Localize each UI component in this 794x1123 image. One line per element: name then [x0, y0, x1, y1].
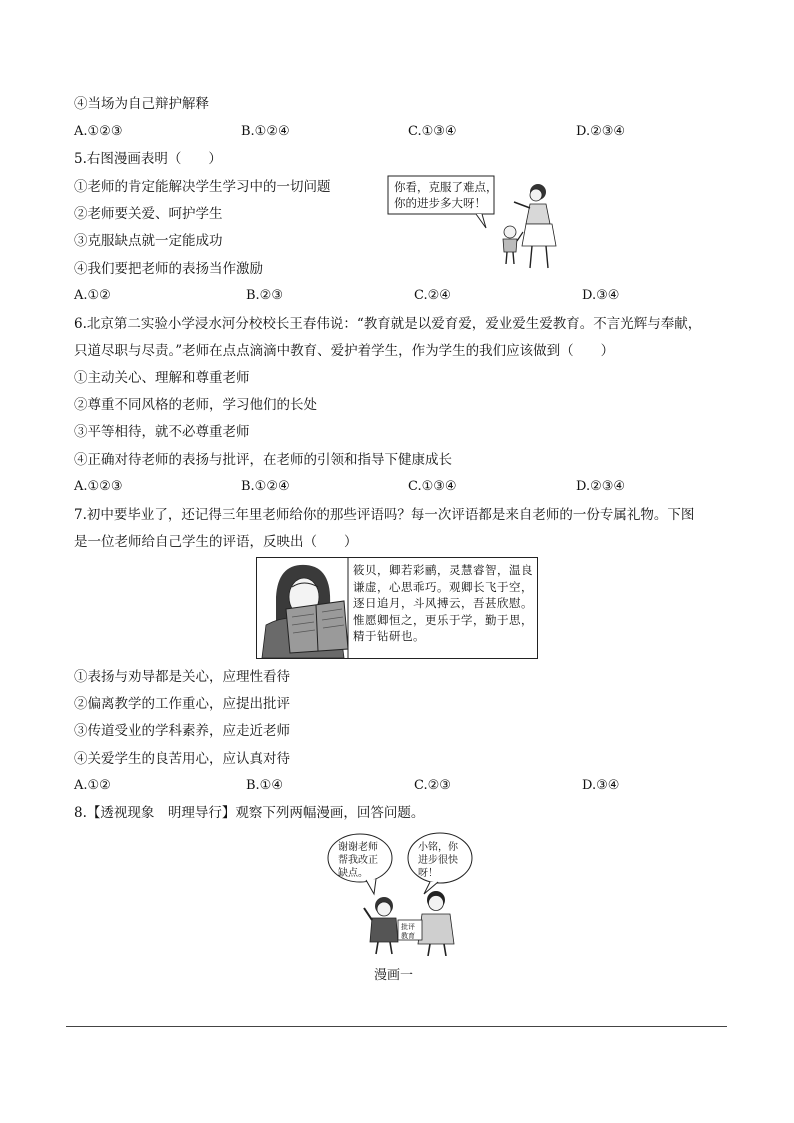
- q7-stem-line2: 是一位老师给自己学生的评语，反映出（ ）: [74, 534, 358, 550]
- q7-item-1: ①表扬与劝导都是关心，应理性看待: [74, 669, 290, 685]
- q6-item-3: ③平等相待，就不必尊重老师: [74, 424, 250, 440]
- q7-option-c: C.②③: [414, 778, 451, 793]
- q5-item-2: ②老师要关爱、呵护学生: [74, 206, 223, 222]
- q5-option-a: A.①②: [74, 288, 111, 303]
- q7-item-2: ②偏离教学的工作重心，应提出批评: [74, 696, 290, 712]
- q5-bubble-line2: 你的进步多大呀！: [394, 196, 486, 210]
- q8-right-bubble-2: 进步很快: [418, 855, 458, 866]
- q5-item-4: ④我们要把老师的表扬当作激励: [74, 261, 263, 277]
- q5-option-c: C.②④: [414, 288, 451, 303]
- q6-option-c: C.①③④: [408, 479, 457, 494]
- option-b: B.①②④: [241, 124, 290, 139]
- q8-cartoon-one-illustration: [326, 832, 476, 956]
- q5-cartoon-illustration: [386, 172, 566, 274]
- q7-teacher-comment: 筱贝，卿若彩鹂，灵慧睿智，温良谦虚，心思乖巧。观卿长飞于空，逐日追月，斗风搏云，吾甚欣慰。惟愿卿恒之，更乐于学，勤于思，精于钻研也。: [353, 563, 533, 643]
- q8-book-label-1: 批评: [401, 923, 415, 931]
- q6-stem-line1: 6.北京第二实验小学浸水河分校校长王春伟说：“教育就是以爱育爱，爱业爱生爱教育。不言光辉与奉献，: [74, 316, 702, 332]
- q7-stem-line1: 7.初中要毕业了，还记得三年里老师给你的那些评语吗？每一次评语都是来自老师的一份专属礼物。下图: [74, 507, 695, 523]
- q7-option-d: D.③④: [582, 778, 620, 793]
- q8-left-bubble-2: 帮我改正: [338, 855, 378, 866]
- q6-option-b: B.①②④: [241, 479, 290, 494]
- option-c: C.①③④: [408, 124, 457, 139]
- option-d: D.②③④: [576, 124, 626, 139]
- q6-item-1: ①主动关心、理解和尊重老师: [74, 370, 250, 386]
- q6-option-d: D.②③④: [576, 479, 626, 494]
- q8-cartoon-caption: 漫画一: [374, 968, 414, 983]
- q6-option-a: A.①②③: [74, 479, 123, 494]
- q8-stem: 8.【透视现象 明理导行】观察下列两幅漫画，回答问题。: [74, 805, 425, 821]
- item-4-defend: ④当场为自己辩护解释: [74, 96, 209, 112]
- q5-stem: 5.右图漫画表明（ ）: [74, 151, 222, 167]
- q6-item-2: ②尊重不同风格的老师，学习他们的长处: [74, 397, 317, 413]
- q8-left-bubble-1: 谢谢老师: [338, 842, 378, 853]
- footer-divider: [66, 1026, 727, 1027]
- q5-option-d: D.③④: [582, 288, 620, 303]
- q8-left-bubble-3: 缺点。: [338, 868, 368, 879]
- q5-option-b: B.②③: [246, 288, 283, 303]
- q8-book-label-2: 教育: [401, 932, 415, 940]
- option-a: A.①②③: [74, 124, 123, 139]
- q7-item-4: ④关爱学生的良苦用心，应认真对待: [74, 751, 290, 767]
- q7-item-3: ③传道受业的学科素养，应走近老师: [74, 723, 290, 739]
- q8-right-bubble-3: 呀！: [418, 868, 438, 879]
- q5-bubble-line1: 你看，克服了难点，: [394, 180, 498, 194]
- q5-item-1: ①老师的肯定能解决学生学习中的一切问题: [74, 179, 331, 195]
- q6-item-4: ④正确对待老师的表扬与批评，在老师的引领和指导下健康成长: [74, 452, 452, 468]
- q8-right-bubble-1: 小铭，你: [418, 842, 458, 853]
- q6-stem-line2: 只道尽职与尽责。”老师在点点滴滴中教育、爱护着学生，作为学生的我们应该做到（ ）: [74, 343, 615, 359]
- q5-item-3: ③克服缺点就一定能成功: [74, 233, 223, 249]
- q7-option-b: B.①④: [246, 778, 283, 793]
- q7-option-a: A.①②: [74, 778, 111, 793]
